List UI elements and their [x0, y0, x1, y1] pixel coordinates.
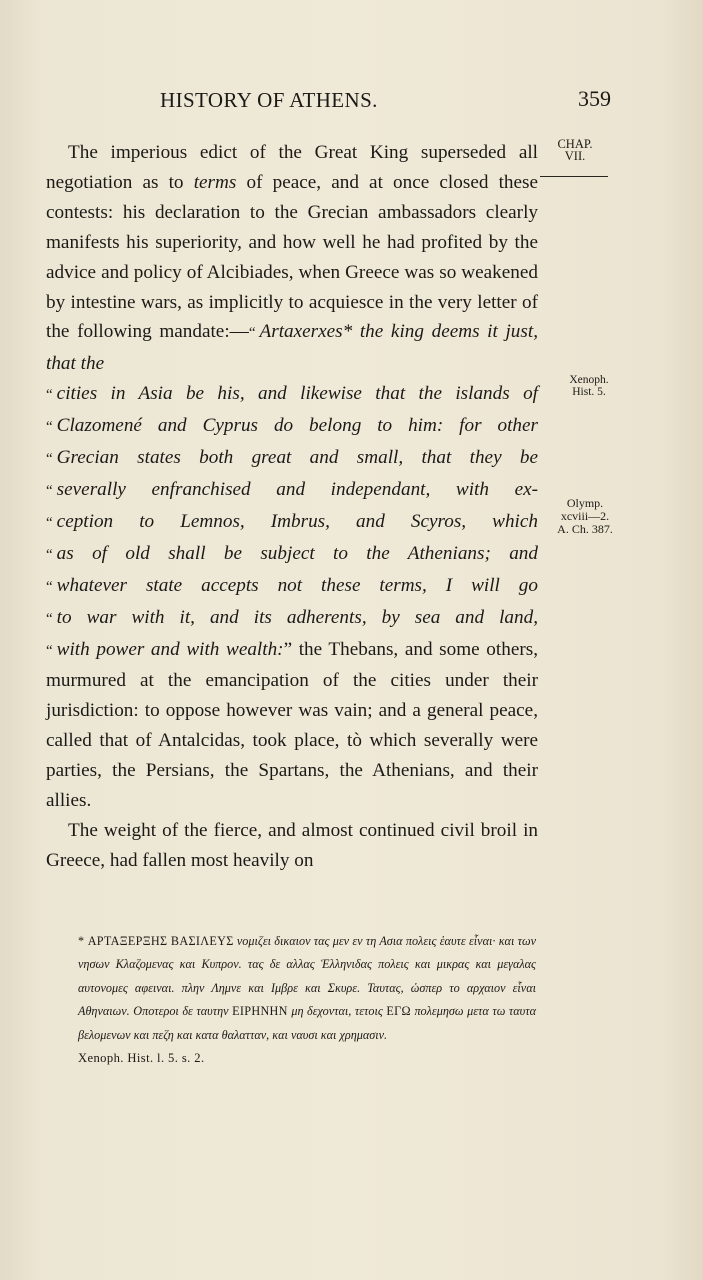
- source-reference: Hist. 5.: [572, 386, 606, 398]
- olympiad-label: Olymp.: [566, 496, 604, 510]
- quote-line: [46, 571, 538, 603]
- main-text: [46, 138, 538, 876]
- quote-line: [46, 539, 538, 571]
- paragraph-1-opening: The imperious edict of the Great King superseded all negotiation as to: [46, 142, 538, 193]
- date-marginal-note: [546, 497, 624, 536]
- quote-text: whatever state accepts not these terms, I will go: [56, 574, 538, 596]
- footnote-reference: Xenoph. Hist. l. 5. s. 2.: [78, 1051, 205, 1066]
- footnote-caps-1: ΑΡΤΑΞΕΡΞΗΣ ΒΑΣΙΛΕΥΣ: [87, 934, 234, 948]
- quote-mark: “: [46, 451, 53, 468]
- footnote-marker: *: [78, 934, 85, 948]
- footnote-text-1: νομιζει δικαιον τας μεν εν τη Ασια πολεις ἑαυτε εἶναι· και των νησων Κλαζομενας και Κυπρον. τας δε αλλας Ἑλληνιδας πολεις και μικρας και μεγαλας αυτονομες αφειναι. πλην Λημνε και Ιμβρε και Σκυρε. Ταυτας, ὡσπερ το αρχαιον εἶναι Αθηναιων. Οποτεροι δε ταυτην: [78, 934, 537, 1019]
- quote-line: [46, 507, 538, 539]
- chapter-label: CHAP.: [557, 137, 593, 151]
- paragraph-1-close: [46, 635, 538, 816]
- chapter-number: VII.: [564, 149, 586, 163]
- quote-mark: “: [46, 419, 53, 436]
- quote-mark: “: [46, 482, 53, 499]
- paragraph-2: The weight of the fierce, and almost continued civil broil in Greece, had fallen most heavily on: [46, 819, 538, 871]
- paragraph-1-after-quote: ” the Thebans, and some others, murmured at the emancipation of the cities under their jurisdiction: to oppose however was vain; and a general peace, called that of Antalcidas, took place, tò which severally were parties, the Persians, the Spartans, the Athenians, and their allies.: [46, 638, 538, 812]
- quote-mark: “: [46, 642, 53, 659]
- olympiad-number: xcviii—2.: [560, 509, 610, 523]
- chapter-rule-divider: [540, 176, 608, 177]
- quote-text: to war with it, and its adherents, by sea and land,: [56, 606, 538, 628]
- year-label: A. Ch. 387.: [557, 522, 613, 536]
- footnote-caps-3: ΕΓΩ: [386, 1004, 411, 1019]
- quote-mark: “: [46, 387, 53, 404]
- paragraph-1-continuation: of peace, and at once closed these contests: his declaration to the Grecian ambassadors clearly manifests his superiority, and how well he had profited by the advice and policy of Alcibiades, when Greece was so weakened by intestine wars, as implicitly to acquiesce in the very letter of the following mandate:—: [46, 171, 539, 343]
- quote-line: [46, 411, 538, 443]
- quote-open-mark: “: [248, 325, 256, 342]
- quote-line: [46, 475, 538, 507]
- source-marginal-note: [565, 374, 613, 398]
- running-title: HISTORY OF ATHENS.: [160, 88, 378, 112]
- chapter-marginal-note: [548, 138, 602, 162]
- quote-text: Grecian states both great and small, that they be: [56, 447, 538, 469]
- quote-text: Clazomené and Cyprus do belong to him: for other: [56, 415, 538, 437]
- quote-mark: “: [46, 546, 53, 563]
- source-author: Xenoph.: [569, 374, 609, 386]
- footnote-caps-2: ΕΙΡΗΝΗΝ: [232, 1004, 288, 1019]
- quote-line: [46, 603, 538, 635]
- footnote: [78, 930, 536, 1070]
- quote-text: as of old shall be subject to the Athenians; and: [56, 542, 538, 564]
- quote-line: [46, 379, 538, 411]
- quote-line-1: Artaxerxes* the king deems it just, that the: [46, 321, 538, 375]
- paragraph-1-intro: [46, 138, 538, 379]
- quote-line-10: with power and with wealth:: [56, 638, 284, 660]
- footnote-text-2: μη δεχονται, τετοις: [287, 1004, 387, 1019]
- quote-text: cities in Asia be his, and likewise that the islands of: [56, 383, 538, 405]
- footnote-text-3: πολεμησω μετα τω ταυτα βελομενων και πεζη και κατα θαλατταν, και ναυσι και χρημασιν.: [78, 1004, 536, 1042]
- quote-mark: “: [46, 514, 53, 531]
- quote-mark: “: [46, 578, 53, 595]
- footnote-greek-text: [78, 930, 536, 1047]
- quote-text: severally enfranchised and independant, with ex-: [56, 478, 538, 500]
- quote-line: [46, 443, 538, 475]
- page-number: 359: [578, 86, 611, 111]
- quote-mark: “: [46, 610, 53, 627]
- quote-text: ception to Lemnos, Imbrus, and Scyros, which: [56, 510, 538, 532]
- terms-emphasis: terms: [193, 171, 237, 193]
